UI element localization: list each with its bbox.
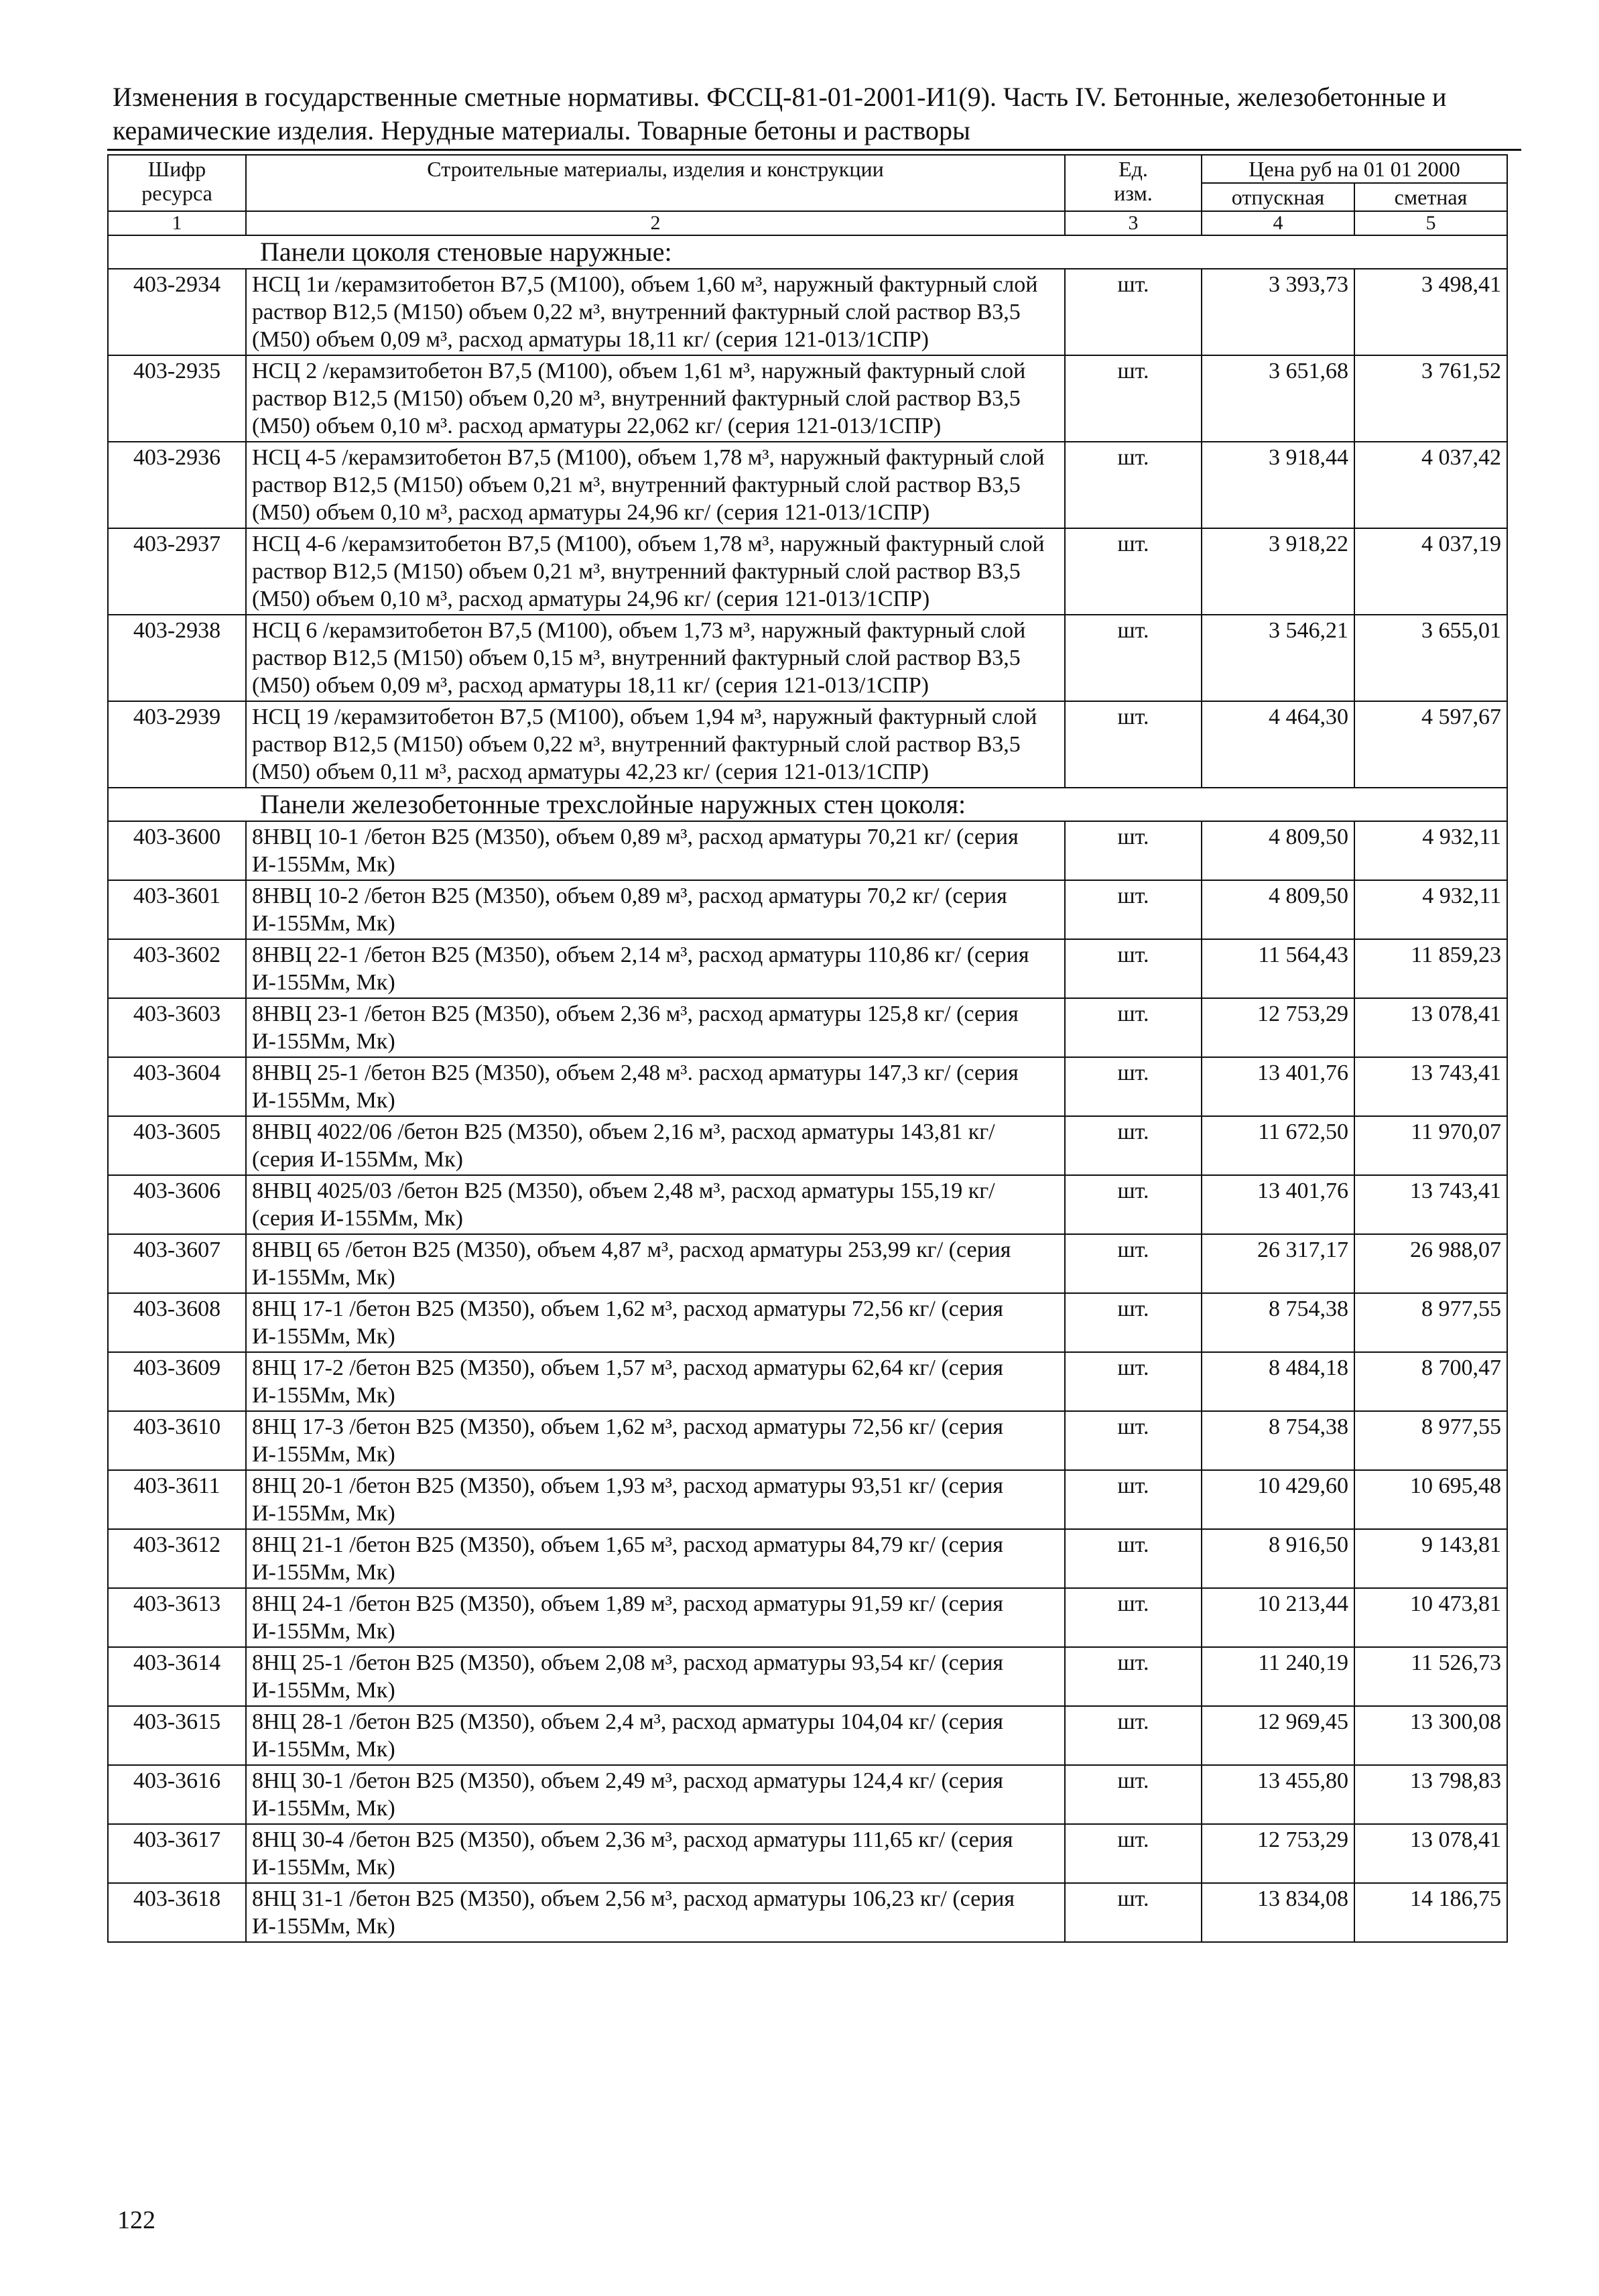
resource-code: 403-3606: [108, 1175, 246, 1234]
unit-of-measure: шт.: [1065, 1411, 1202, 1470]
release-price: 12 753,29: [1202, 1824, 1354, 1883]
estimate-price: 9 143,81: [1354, 1529, 1507, 1588]
table-body: [108, 235, 1507, 1942]
estimate-price: 3 761,52: [1354, 355, 1507, 442]
table-row: [108, 1411, 1507, 1470]
section-row: [108, 788, 1507, 821]
header-name: Строительные материалы, изделия и конструкции: [246, 155, 1065, 211]
section-title: Панели железобетонные трехслойные наружных стен цоколя:: [108, 788, 1507, 821]
document-header: [113, 80, 1513, 147]
table-row: [108, 1175, 1507, 1234]
table-row: [108, 615, 1507, 701]
unit-of-measure: шт.: [1065, 701, 1202, 788]
section-title: Панели цоколя стеновые наружные:: [108, 235, 1507, 269]
release-price: 11 672,50: [1202, 1116, 1354, 1175]
resource-code: 403-3613: [108, 1588, 246, 1647]
estimate-price: 13 743,41: [1354, 1175, 1507, 1234]
header-code: [108, 155, 246, 211]
release-price: 12 969,45: [1202, 1706, 1354, 1765]
estimate-price: 4 037,19: [1354, 528, 1507, 615]
estimate-price: 4 597,67: [1354, 701, 1507, 788]
release-price: 8 916,50: [1202, 1529, 1354, 1588]
resource-code: 403-2935: [108, 355, 246, 442]
resource-code: 403-3612: [108, 1529, 246, 1588]
item-description: НСЦ 4-5 /керамзитобетон В7,5 (М100), объем 1,78 м³, наружный фактурный слой раствор В12,5 (М150) объем 0,21 м³, внутренний фактурный слой раствор В3,5 (М50) объем 0,10 м³, расход арматуры 24,96 кг/ (серия 121-013/1СПР): [246, 442, 1065, 528]
estimate-price: 11 970,07: [1354, 1116, 1507, 1175]
column-number: 4: [1202, 211, 1354, 235]
unit-of-measure: шт.: [1065, 1175, 1202, 1234]
resource-code: 403-3605: [108, 1116, 246, 1175]
header-unit: [1065, 155, 1202, 211]
unit-of-measure: шт.: [1065, 1765, 1202, 1824]
table-row: [108, 1765, 1507, 1824]
unit-of-measure: шт.: [1065, 615, 1202, 701]
table-row: [108, 701, 1507, 788]
release-price: 11 240,19: [1202, 1647, 1354, 1706]
resource-code: 403-3615: [108, 1706, 246, 1765]
release-price: 10 429,60: [1202, 1470, 1354, 1529]
column-number-row: [108, 211, 1507, 235]
unit-of-measure: шт.: [1065, 1824, 1202, 1883]
item-description: 8НЦ 31-1 /бетон В25 (М350), объем 2,56 м³, расход арматуры 106,23 кг/ (серия И-155Мм, Мк): [246, 1883, 1065, 1942]
resource-code: 403-3601: [108, 880, 246, 939]
item-description: 8НВЦ 23-1 /бетон В25 (М350), объем 2,36 м³, расход арматуры 125,8 кг/ (серия И-155Мм, Мк): [246, 998, 1065, 1057]
column-number: 2: [246, 211, 1065, 235]
release-price: 8 754,38: [1202, 1411, 1354, 1470]
unit-of-measure: шт.: [1065, 1116, 1202, 1175]
estimate-price: 26 988,07: [1354, 1234, 1507, 1293]
item-description: НСЦ 2 /керамзитобетон В7,5 (М100), объем 1,61 м³, наружный фактурный слой раствор В12,5 (М150) объем 0,20 м³, внутренний фактурный слой раствор В3,5 (М50) объем 0,10 м³. расход арматуры 22,062 кг/ (серия 121-013/1СПР): [246, 355, 1065, 442]
resource-code: 403-2939: [108, 701, 246, 788]
page-number: 122: [117, 2206, 155, 2234]
unit-of-measure: шт.: [1065, 1470, 1202, 1529]
estimate-price: 14 186,75: [1354, 1883, 1507, 1942]
item-description: 8НВЦ 10-1 /бетон В25 (М350), объем 0,89 м³, расход арматуры 70,21 кг/ (серия И-155Мм, Мк): [246, 821, 1065, 880]
unit-of-measure: шт.: [1065, 1057, 1202, 1116]
item-description: 8НЦ 24-1 /бетон В25 (М350), объем 1,89 м³, расход арматуры 91,59 кг/ (серия И-155Мм, Мк): [246, 1588, 1065, 1647]
estimate-price: 13 078,41: [1354, 1824, 1507, 1883]
estimate-price: 4 932,11: [1354, 821, 1507, 880]
resource-code: 403-3608: [108, 1293, 246, 1352]
table-row: [108, 1293, 1507, 1352]
release-price: 3 393,73: [1202, 269, 1354, 355]
table-row: [108, 1883, 1507, 1942]
release-price: 4 809,50: [1202, 880, 1354, 939]
header-rule: [107, 149, 1521, 151]
item-description: 8НВЦ 4025/03 /бетон В25 (М350), объем 2,48 м³, расход арматуры 155,19 кг/ (серия И-155Мм, Мк): [246, 1175, 1065, 1234]
release-price: 13 401,76: [1202, 1057, 1354, 1116]
unit-of-measure: шт.: [1065, 269, 1202, 355]
unit-of-measure: шт.: [1065, 1293, 1202, 1352]
release-price: 8 754,38: [1202, 1293, 1354, 1352]
column-number: 1: [108, 211, 246, 235]
unit-of-measure: шт.: [1065, 1529, 1202, 1588]
table-row: [108, 1824, 1507, 1883]
item-description: 8НВЦ 22-1 /бетон В25 (М350), объем 2,14 м³, расход арматуры 110,86 кг/ (серия И-155Мм, Мк): [246, 939, 1065, 998]
release-price: 10 213,44: [1202, 1588, 1354, 1647]
unit-of-measure: шт.: [1065, 1647, 1202, 1706]
estimate-price: 13 078,41: [1354, 998, 1507, 1057]
header-price-group: Цена руб на 01 01 2000: [1202, 155, 1507, 183]
table-row: [108, 528, 1507, 615]
estimate-price: 8 977,55: [1354, 1293, 1507, 1352]
item-description: 8НЦ 28-1 /бетон В25 (М350), объем 2,4 м³, расход арматуры 104,04 кг/ (серия И-155Мм, Мк): [246, 1706, 1065, 1765]
resource-code: 403-3607: [108, 1234, 246, 1293]
table-row: [108, 1647, 1507, 1706]
estimate-price: 3 655,01: [1354, 615, 1507, 701]
release-price: 12 753,29: [1202, 998, 1354, 1057]
unit-of-measure: шт.: [1065, 1234, 1202, 1293]
item-description: 8НЦ 30-1 /бетон В25 (М350), объем 2,49 м³, расход арматуры 124,4 кг/ (серия И-155Мм, Мк): [246, 1765, 1065, 1824]
table-row: [108, 880, 1507, 939]
release-price: 11 564,43: [1202, 939, 1354, 998]
item-description: 8НЦ 17-3 /бетон В25 (М350), объем 1,62 м³, расход арматуры 72,56 кг/ (серия И-155Мм, Мк): [246, 1411, 1065, 1470]
price-table: [107, 154, 1508, 1943]
release-price: 3 546,21: [1202, 615, 1354, 701]
item-description: 8НЦ 30-4 /бетон В25 (М350), объем 2,36 м³, расход арматуры 111,65 кг/ (серия И-155Мм, Мк): [246, 1824, 1065, 1883]
resource-code: 403-3618: [108, 1883, 246, 1942]
unit-of-measure: шт.: [1065, 939, 1202, 998]
resource-code: 403-2938: [108, 615, 246, 701]
header-unit-line2: изм.: [1114, 181, 1153, 205]
header-line-1: Изменения в государственные сметные нормативы. ФССЦ-81-01-2001-И1(9). Часть IV. Бетонные, железобетонные и: [113, 82, 1447, 112]
resource-code: 403-3600: [108, 821, 246, 880]
item-description: 8НЦ 17-1 /бетон В25 (М350), объем 1,62 м³, расход арматуры 72,56 кг/ (серия И-155Мм, Мк): [246, 1293, 1065, 1352]
table-header: [108, 155, 1507, 235]
header-price-estimate: сметная: [1354, 183, 1507, 211]
item-description: НСЦ 1и /керамзитобетон В7,5 (М100), объем 1,60 м³, наружный фактурный слой раствор В12,5 (М150) объем 0,22 м³, внутренний фактурный слой раствор В3,5 (М50) объем 0,09 м³, расход арматуры 18,11 кг/ (серия 121-013/1СПР): [246, 269, 1065, 355]
unit-of-measure: шт.: [1065, 1883, 1202, 1942]
unit-of-measure: шт.: [1065, 442, 1202, 528]
unit-of-measure: шт.: [1065, 355, 1202, 442]
release-price: 3 651,68: [1202, 355, 1354, 442]
estimate-price: 13 743,41: [1354, 1057, 1507, 1116]
table-row: [108, 998, 1507, 1057]
estimate-price: 11 859,23: [1354, 939, 1507, 998]
header-line-2: керамические изделия. Нерудные материалы. Товарные бетоны и растворы: [113, 115, 970, 145]
resource-code: 403-3614: [108, 1647, 246, 1706]
estimate-price: 13 798,83: [1354, 1765, 1507, 1824]
estimate-price: 10 473,81: [1354, 1588, 1507, 1647]
item-description: НСЦ 19 /керамзитобетон В7,5 (М100), объем 1,94 м³, наружный фактурный слой раствор В12,5 (М150) объем 0,22 м³, внутренний фактурный слой раствор В3,5 (М50) объем 0,11 м³, расход арматуры 42,23 кг/ (серия 121-013/1СПР): [246, 701, 1065, 788]
estimate-price: 4 932,11: [1354, 880, 1507, 939]
release-price: 3 918,22: [1202, 528, 1354, 615]
estimate-price: 8 977,55: [1354, 1411, 1507, 1470]
estimate-price: 10 695,48: [1354, 1470, 1507, 1529]
column-number: 3: [1065, 211, 1202, 235]
estimate-price: 13 300,08: [1354, 1706, 1507, 1765]
resource-code: 403-3603: [108, 998, 246, 1057]
header-code-line1: Шифр: [147, 157, 206, 181]
unit-of-measure: шт.: [1065, 998, 1202, 1057]
resource-code: 403-2936: [108, 442, 246, 528]
resource-code: 403-3604: [108, 1057, 246, 1116]
unit-of-measure: шт.: [1065, 880, 1202, 939]
release-price: 3 918,44: [1202, 442, 1354, 528]
release-price: 13 455,80: [1202, 1765, 1354, 1824]
unit-of-measure: шт.: [1065, 1706, 1202, 1765]
section-row: [108, 235, 1507, 269]
table-row: [108, 355, 1507, 442]
unit-of-measure: шт.: [1065, 1588, 1202, 1647]
resource-code: 403-3609: [108, 1352, 246, 1411]
item-description: 8НЦ 17-2 /бетон В25 (М350), объем 1,57 м³, расход арматуры 62,64 кг/ (серия И-155Мм, Мк): [246, 1352, 1065, 1411]
item-description: 8НВЦ 10-2 /бетон В25 (М350), объем 0,89 м³, расход арматуры 70,2 кг/ (серия И-155Мм, Мк): [246, 880, 1065, 939]
estimate-price: 11 526,73: [1354, 1647, 1507, 1706]
header-price-release: отпускная: [1202, 183, 1354, 211]
estimate-price: 4 037,42: [1354, 442, 1507, 528]
unit-of-measure: шт.: [1065, 528, 1202, 615]
resource-code: 403-3602: [108, 939, 246, 998]
estimate-price: 8 700,47: [1354, 1352, 1507, 1411]
item-description: 8НЦ 21-1 /бетон В25 (М350), объем 1,65 м³, расход арматуры 84,79 кг/ (серия И-155Мм, Мк): [246, 1529, 1065, 1588]
table-row: [108, 1057, 1507, 1116]
item-description: 8НВЦ 25-1 /бетон В25 (М350), объем 2,48 м³. расход арматуры 147,3 кг/ (серия И-155Мм, Мк): [246, 1057, 1065, 1116]
item-description: НСЦ 6 /керамзитобетон В7,5 (М100), объем 1,73 м³, наружный фактурный слой раствор В12,5 (М150) объем 0,15 м³, внутренний фактурный слой раствор В3,5 (М50) объем 0,09 м³, расход арматуры 18,11 кг/ (серия 121-013/1СПР): [246, 615, 1065, 701]
unit-of-measure: шт.: [1065, 1352, 1202, 1411]
table-row: [108, 1352, 1507, 1411]
table-row: [108, 1470, 1507, 1529]
table-row: [108, 269, 1507, 355]
column-number: 5: [1354, 211, 1507, 235]
table-row: [108, 939, 1507, 998]
table-row: [108, 1588, 1507, 1647]
table-row: [108, 1234, 1507, 1293]
resource-code: 403-3611: [108, 1470, 246, 1529]
estimate-price: 3 498,41: [1354, 269, 1507, 355]
resource-code: 403-2934: [108, 269, 246, 355]
item-description: 8НЦ 25-1 /бетон В25 (М350), объем 2,08 м³, расход арматуры 93,54 кг/ (серия И-155Мм, Мк): [246, 1647, 1065, 1706]
resource-code: 403-3617: [108, 1824, 246, 1883]
resource-code: 403-2937: [108, 528, 246, 615]
resource-code: 403-3610: [108, 1411, 246, 1470]
release-price: 8 484,18: [1202, 1352, 1354, 1411]
unit-of-measure: шт.: [1065, 821, 1202, 880]
release-price: 4 464,30: [1202, 701, 1354, 788]
table-row: [108, 1116, 1507, 1175]
release-price: 26 317,17: [1202, 1234, 1354, 1293]
release-price: 13 401,76: [1202, 1175, 1354, 1234]
release-price: 4 809,50: [1202, 821, 1354, 880]
release-price: 13 834,08: [1202, 1883, 1354, 1942]
item-description: НСЦ 4-6 /керамзитобетон В7,5 (М100), объем 1,78 м³, наружный фактурный слой раствор В12,5 (М150) объем 0,21 м³, внутренний фактурный слой раствор В3,5 (М50) объем 0,10 м³, расход арматуры 24,96 кг/ (серия 121-013/1СПР): [246, 528, 1065, 615]
item-description: 8НВЦ 65 /бетон В25 (М350), объем 4,87 м³, расход арматуры 253,99 кг/ (серия И-155Мм, Мк): [246, 1234, 1065, 1293]
table-row: [108, 442, 1507, 528]
header-unit-line1: Ед.: [1118, 157, 1148, 181]
item-description: 8НВЦ 4022/06 /бетон В25 (М350), объем 2,16 м³, расход арматуры 143,81 кг/ (серия И-155Мм, Мк): [246, 1116, 1065, 1175]
item-description: 8НЦ 20-1 /бетон В25 (М350), объем 1,93 м³, расход арматуры 93,51 кг/ (серия И-155Мм, Мк): [246, 1470, 1065, 1529]
header-code-line2: ресурса: [141, 181, 212, 205]
resource-code: 403-3616: [108, 1765, 246, 1824]
table-row: [108, 1706, 1507, 1765]
table-row: [108, 821, 1507, 880]
table-row: [108, 1529, 1507, 1588]
